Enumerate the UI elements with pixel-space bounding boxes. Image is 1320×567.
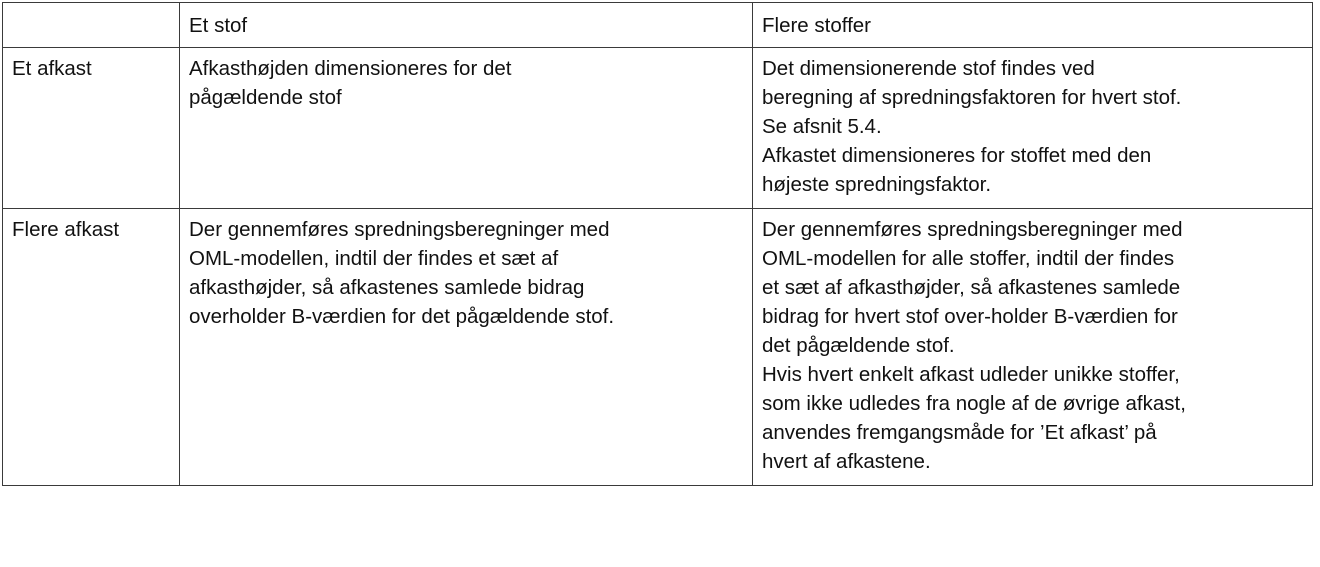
cell-flere-afkast-et-stof <box>180 209 753 486</box>
cell-line: Der gennemføres spredningsberegninger med <box>189 218 610 241</box>
cell-line: anvendes fremgangsmåde for ’Et afkast’ på <box>762 421 1157 444</box>
cell-line: et sæt af afkasthøjder, så afkastenes samlede <box>762 276 1181 299</box>
cell-et-afkast-flere-stoffer <box>753 48 1313 209</box>
cell-line: overholder B-værdien for det pågældende stof. <box>189 305 615 328</box>
header-row <box>3 3 1313 48</box>
cell-line: højeste spredningsfaktor. <box>762 173 992 196</box>
cell-line: beregning af spredningsfaktoren for hvert stof. <box>762 86 1182 109</box>
cell-line: Der gennemføres spredningsberegninger med <box>762 218 1183 241</box>
row-et-afkast <box>3 48 1313 209</box>
cell-et-afkast-et-stof <box>180 48 753 209</box>
cell-line: Afkastet dimensioneres for stoffet med den <box>762 144 1152 167</box>
comparison-table <box>2 2 1313 486</box>
row-label-flere-afkast: Flere afkast <box>3 209 180 486</box>
header-corner-cell <box>3 3 180 48</box>
cell-line: afkasthøjder, så afkastenes samlede bidrag <box>189 276 585 299</box>
cell-line: det pågældende stof. <box>762 334 955 357</box>
row-label-et-afkast: Et afkast <box>3 48 180 209</box>
cell-line: pågældende stof <box>189 86 342 109</box>
cell-line: bidrag for hvert stof over-holder B-værdien for <box>762 305 1178 328</box>
header-flere-stoffer: Flere stoffer <box>753 3 1313 48</box>
cell-flere-afkast-flere-stoffer <box>753 209 1313 486</box>
cell-line: Afkasthøjden dimensioneres for det <box>189 57 512 80</box>
cell-line: OML-modellen, indtil der findes et sæt af <box>189 247 559 270</box>
cell-line: hvert af afkastene. <box>762 450 931 473</box>
header-et-stof: Et stof <box>180 3 753 48</box>
cell-line: som ikke udledes fra nogle af de øvrige afkast, <box>762 392 1186 415</box>
cell-line: Det dimensionerende stof findes ved <box>762 57 1095 80</box>
cell-line: OML-modellen for alle stoffer, indtil der findes <box>762 247 1175 270</box>
cell-line: Se afsnit 5.4. <box>762 115 882 138</box>
cell-line: Hvis hvert enkelt afkast udleder unikke stoffer, <box>762 363 1180 386</box>
row-flere-afkast <box>3 209 1313 486</box>
